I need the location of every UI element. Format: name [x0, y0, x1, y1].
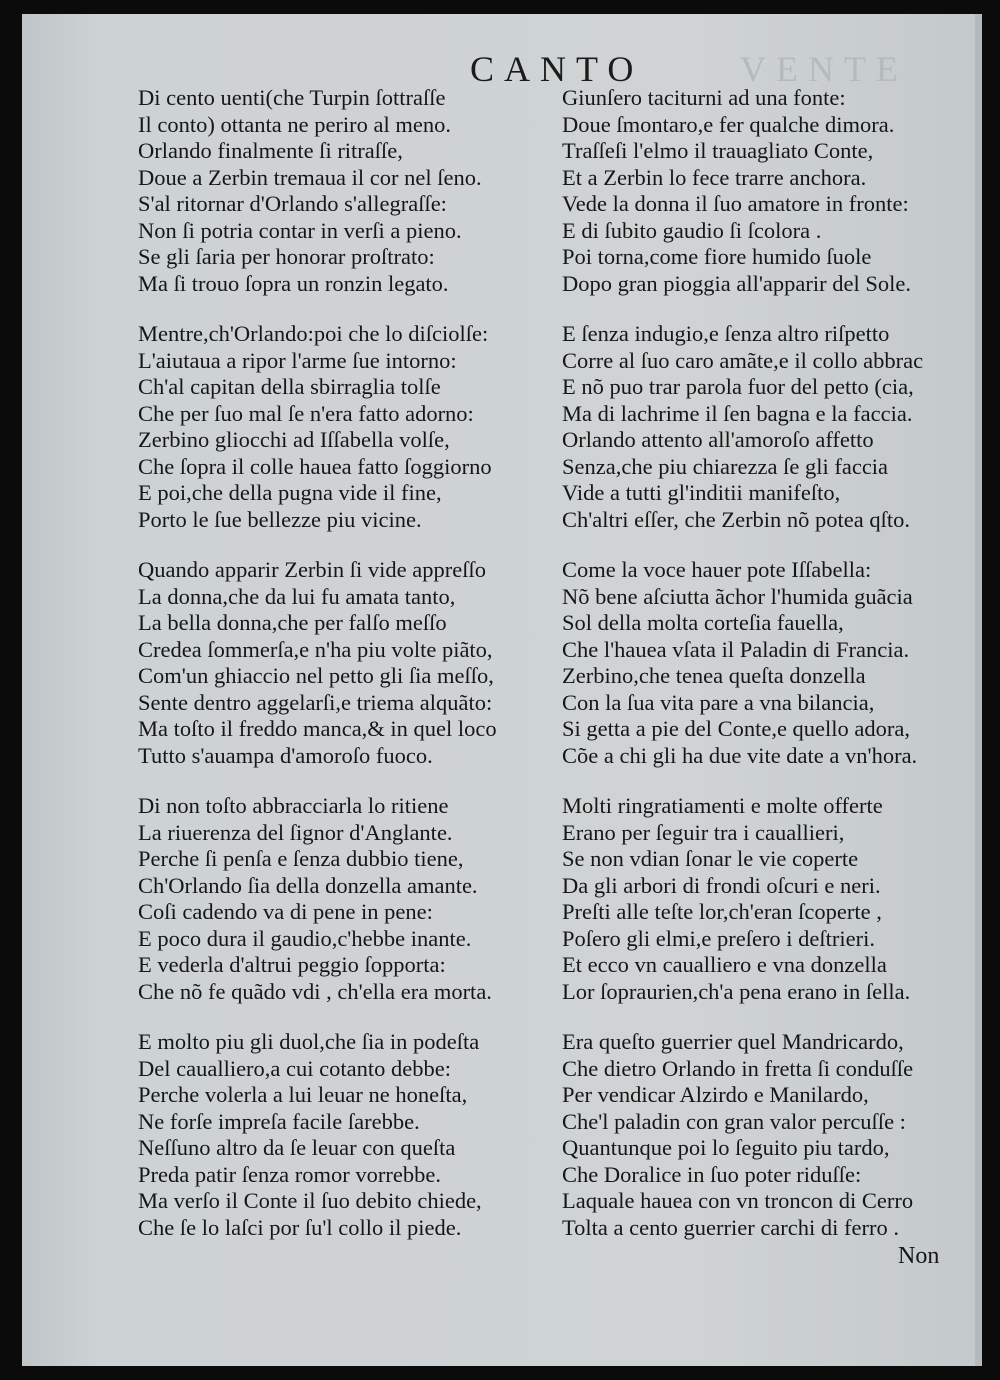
verse-line: E nõ puo trar parola fuor del petto (cia,	[562, 374, 914, 399]
verse-line: Tolta a cento guerrier carchi di ferro .	[562, 1214, 899, 1240]
verse-line: Ma di lachrime il ſen bagna e la faccia.	[562, 400, 913, 426]
verse-line: Erano per ſeguir tra i cauallieri,	[562, 819, 845, 845]
left-column	[138, 85, 558, 1265]
verse-line: Sol della molta corteſia fauella,	[562, 610, 844, 635]
verse-line: Perche ſi penſa e ſenza dubbio tiene,	[138, 846, 464, 871]
verse-line: La bella donna,che per falſo meſſo	[138, 610, 447, 635]
verse-line: Doue ſmontaro,e fer qualche dimora.	[562, 111, 895, 137]
verse-line: L'aiutaua a ripor l'arme ſue intorno:	[138, 347, 457, 373]
page-header: CANTO	[470, 49, 644, 89]
verse-line: Tutto s'auampa d'amoroſo fuoco.	[138, 742, 433, 768]
verse-line: Che ſopra il colle hauea fatto ſoggiorno	[138, 453, 492, 479]
verse-line: Ch'Orlando ſia della donzella amante.	[138, 872, 478, 898]
verse-line: Da gli arbori di frondi oſcuri e neri.	[562, 872, 881, 898]
verse-line: Sente dentro aggelarſi,e triema alquãto:	[138, 689, 493, 715]
verse-line: Preſti alle teſte lor,ch'eran ſcoperte ,	[562, 899, 882, 924]
verse-line: Era queſto guerrier quel Mandricardo,	[562, 1029, 904, 1054]
verse-line: Zerbino,che tenea queſta donzella	[562, 663, 866, 688]
stanza	[562, 85, 982, 321]
verse-line: Traſſeſi l'elmo il trauagliato Conte,	[562, 138, 874, 163]
verse-line: E poi,che della pugna vide il fine,	[138, 480, 442, 505]
verse-line: Del caualliero,a cui cotanto debbe:	[138, 1055, 451, 1081]
verse-line: E molto piu gli duol,che ſia in podeſta	[138, 1029, 480, 1054]
verse-line: Laquale hauea con vn troncon di Cerro	[562, 1188, 914, 1213]
stanza	[562, 321, 982, 557]
verse-line: Che nõ fe quãdo vdi , ch'ella era morta.	[138, 978, 492, 1004]
verse-line: S'al ritornar d'Orlando s'allegraſſe:	[138, 191, 447, 216]
verse-line: Neſſuno altro da ſe leuar con queſta	[138, 1135, 456, 1160]
verse-line: Et a Zerbin lo fece trarre anchora.	[562, 164, 867, 190]
verse-line: Di non toſto abbracciarla lo ritiene	[138, 793, 449, 818]
verse-line: Ch'al capitan della sbirraglia tolſe	[138, 374, 441, 399]
verse-line: Si getta a pie del Conte,e quello adora,	[562, 716, 911, 741]
verse-line: Cõe a chi gli ha due vite date a vn'hora.	[562, 742, 918, 768]
verse-line: Preda patir ſenza romor vorrebbe.	[138, 1161, 441, 1187]
verse-line: Nõ bene aſciutta ãchor l'humida guãcia	[562, 583, 913, 609]
verse-line: Che ſe lo laſci por ſu'l collo il piede.	[138, 1214, 462, 1240]
verse-line: Orlando attento all'amoroſo affetto	[562, 427, 874, 452]
verse-line: E poco dura il gaudio,c'hebbe inante.	[138, 925, 472, 951]
verse-line: Quantunque poi lo ſeguito piu tardo,	[562, 1135, 890, 1160]
verse-line: Che dietro Orlando in fretta ſi conduſſe	[562, 1055, 914, 1081]
verse-line: Corre al ſuo caro amãte,e il collo abbrac	[562, 347, 924, 373]
verse-line: Senza,che piu chiarezza ſe gli faccia	[562, 453, 889, 479]
verse-line: Il conto) ottanta ne periro al meno.	[138, 111, 452, 137]
verse-line: Se gli ſaria per honorar proſtrato:	[138, 244, 435, 269]
verse-line: Dopo gran pioggia all'apparir del Sole.	[562, 270, 911, 296]
verse-line: Vede la donna il ſuo amatore in fronte:	[562, 191, 909, 216]
verse-line: La donna,che da lui fu amata tanto,	[138, 583, 456, 609]
verse-line: Se non vdian ſonar le vie coperte	[562, 846, 859, 871]
verse-line: Quando apparir Zerbin ſi vide appreſſo	[138, 557, 487, 582]
verse-line: Ma verſo il Conte il ſuo debito chiede,	[138, 1188, 482, 1213]
verse-line: La riuerenza del ſignor d'Anglante.	[138, 819, 453, 845]
verse-line: Vide a tutti gl'inditii manifeſto,	[562, 480, 841, 505]
verse-line: Ch'altri eſſer, che Zerbin nõ potea qſto.	[562, 506, 911, 532]
verse-line: Orlando finalmente ſi ritraſſe,	[138, 138, 403, 163]
verse-line: Lor ſopraurien,ch'a pena erano in ſella.	[562, 978, 911, 1004]
verse-line: Con la ſua vita pare a vna bilancia,	[562, 689, 875, 715]
verse-line: Doue a Zerbin tremaua il cor nel ſeno.	[138, 164, 482, 190]
stanza	[138, 321, 558, 557]
verse-line: Perche volerla a lui leuar ne honeſta,	[138, 1082, 468, 1107]
verse-line: Ma toſto il freddo manca,& in quel loco	[138, 716, 497, 741]
verse-line: Che l'hauea vſata il Paladin di Francia.	[562, 636, 910, 662]
verse-line: Zerbino gliocchi ad Iſſabella volſe,	[138, 427, 450, 452]
stanza	[138, 557, 558, 793]
stanza	[562, 1029, 982, 1265]
verse-line: Come la voce hauer pote Iſſabella:	[562, 557, 872, 582]
catchword: Non	[898, 1243, 940, 1269]
verse-line: Porto le ſue bellezze piu vicine.	[138, 506, 422, 532]
stanza	[562, 557, 982, 793]
verse-line: Et ecco vn caualliero e vna donzella	[562, 952, 887, 977]
verse-line: Credea ſommerſa,e n'ha piu volte piãto,	[138, 636, 493, 662]
show-through-header: VENTE	[740, 49, 908, 89]
verse-line: Coſi cadendo va di pene in pene:	[138, 899, 433, 924]
stanza	[138, 1029, 558, 1265]
verse-line: Ne forſe impreſa facile ſarebbe.	[138, 1108, 420, 1134]
right-column	[562, 85, 982, 1265]
verse-line: Non ſi potria contar in verſi a pieno.	[138, 217, 462, 243]
verse-line: Per vendicar Alzirdo e Manilardo,	[562, 1082, 869, 1107]
verse-line: Molti ringratiamenti e molte offerte	[562, 793, 883, 818]
verse-line: E ſenza indugio,e ſenza altro riſpetto	[562, 321, 890, 346]
stanza	[138, 793, 558, 1029]
stanza	[138, 85, 558, 321]
verse-line: Poi torna,come fiore humido ſuole	[562, 244, 872, 269]
verse-line: Giunſero taciturni ad una fonte:	[562, 85, 846, 110]
verse-line: Di cento uenti(che Turpin ſottraſſe	[138, 85, 446, 110]
stanza	[562, 793, 982, 1029]
verse-line: Che'l paladin con gran valor percuſſe :	[562, 1108, 906, 1134]
verse-line: Ma ſi trouo ſopra un ronzin legato.	[138, 270, 449, 296]
verse-line: Che per ſuo mal ſe n'era fatto adorno:	[138, 400, 474, 426]
verse-line: Mentre,ch'Orlando:poi che lo diſciolſe:	[138, 321, 489, 346]
verse-line: Che Doralice in ſuo poter riduſſe:	[562, 1161, 862, 1187]
verse-line: Poſero gli elmi,e preſero i deſtrieri.	[562, 925, 876, 951]
verse-line: E vederla d'altrui peggio ſopporta:	[138, 952, 446, 977]
verse-line: E di ſubito gaudio ſi ſcolora .	[562, 217, 822, 243]
verse-line: Com'un ghiaccio nel petto gli ſia meſſo,	[138, 663, 494, 688]
